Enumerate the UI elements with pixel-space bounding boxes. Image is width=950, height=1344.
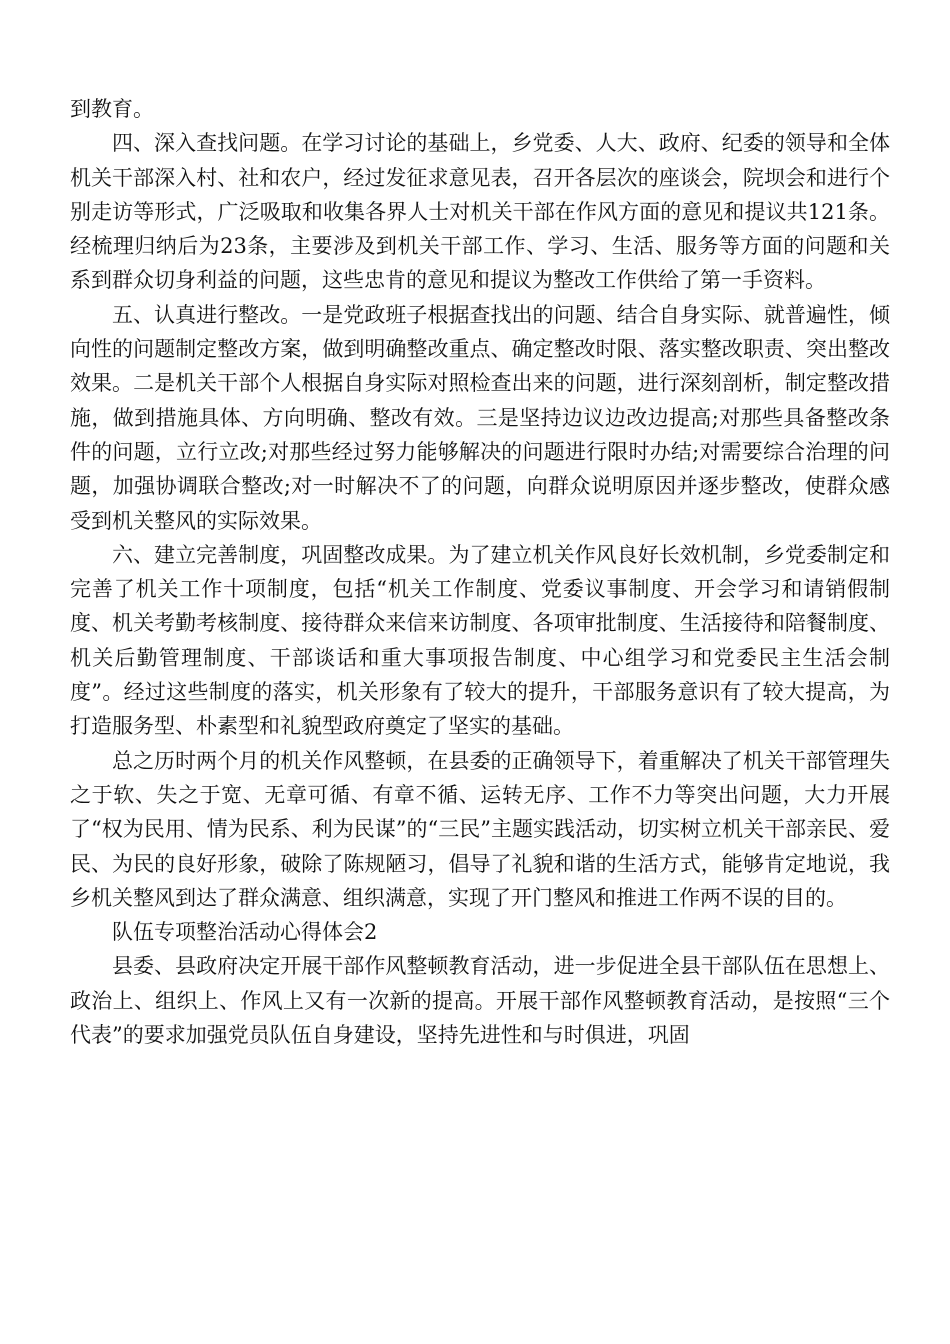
paragraph-continuation: 到教育。 [70,97,154,121]
paragraph-intro: 县委、县政府决定开展干部作风整顿教育活动，进一步促进全县干部队伍在思想上、政治上、组织上、作风上又有一次新的提高。开展干部作风整顿教育活动，是按照“三个代表”的要求加强党员队伍自身建设，坚持先进性和与时俱进，巩固 [70,954,890,1048]
section-title: 队伍专项整治活动心得体会2 [112,920,378,945]
paragraph-section-five: 五、认真进行整改。一是党政班子根据查找出的问题、结合自身实际、就普遍性，倾向性的问题制定整改方案，做到明确整改重点、确定整改时限、落实整改职责、突出整改效果。二是机关干部个人根据自身实际对照检查出来的问题，进行深刻剖析，制定整改措施，做到措施具体、方向明确、整改有效。三是坚持边议边改边提高;对那些具备整改条件的问题，立行立改;对那些经过努力能够解决的问题进行限时办结;对需要综合治理的问题，加强协调联合整改;对一时解决不了的问题，向群众说明原因并逐步整改，使群众感受到机关整风的实际效果。 [70,302,890,533]
paragraph-section-six: 六、建立完善制度，巩固整改成果。为了建立机关作风良好长效机制，乡党委制定和完善了机关工作十项制度，包括“机关工作制度、党委议事制度、开会学习和请销假制度、机关考勤考核制度、接待群众来信来访制度、各项审批制度、生活接待和陪餐制度、机关后勤管理制度、干部谈话和重大事项报告制度、中心组学习和党委民主生活会制度”。经过这些制度的落实，机关形象有了较大的提升，干部服务意识有了较大提高，为打造服务型、朴素型和礼貌型政府奠定了坚实的基础。 [70,542,890,739]
paragraph-section-four: 四、深入查找问题。在学习讨论的基础上，乡党委、人大、政府、纪委的领导和全体机关干部深入村、社和农户，经过发征求意见表，召开各层次的座谈会，院坝会和进行个别走访等形式，广泛吸取和收集各界人士对机关干部在作风方面的意见和提议共121条。经梳理归纳后为23条，主要涉及到机关干部工作、学习、生活、服务等方面的问题和关系到群众切身利益的问题，这些忠肯的意见和提议为整改工作供给了第一手资料。 [70,131,890,293]
paragraph-summary: 总之历时两个月的机关作风整顿，在县委的正确领导下，着重解决了机关干部管理失之于软、失之于宽、无章可循、有章不循、运转无序、工作不力等突出问题，大力开展了“权为民用、情为民系、利为民谋”的“三民”主题实践活动，切实树立机关干部亲民、爱民、为民的良好形象，破除了陈规陋习，倡导了礼貌和谐的生活方式，能够肯定地说，我乡机关整风到达了群众满意、组织满意，实现了开门整风和推进工作两不误的目的。 [70,748,890,910]
document-body [70,92,890,1052]
